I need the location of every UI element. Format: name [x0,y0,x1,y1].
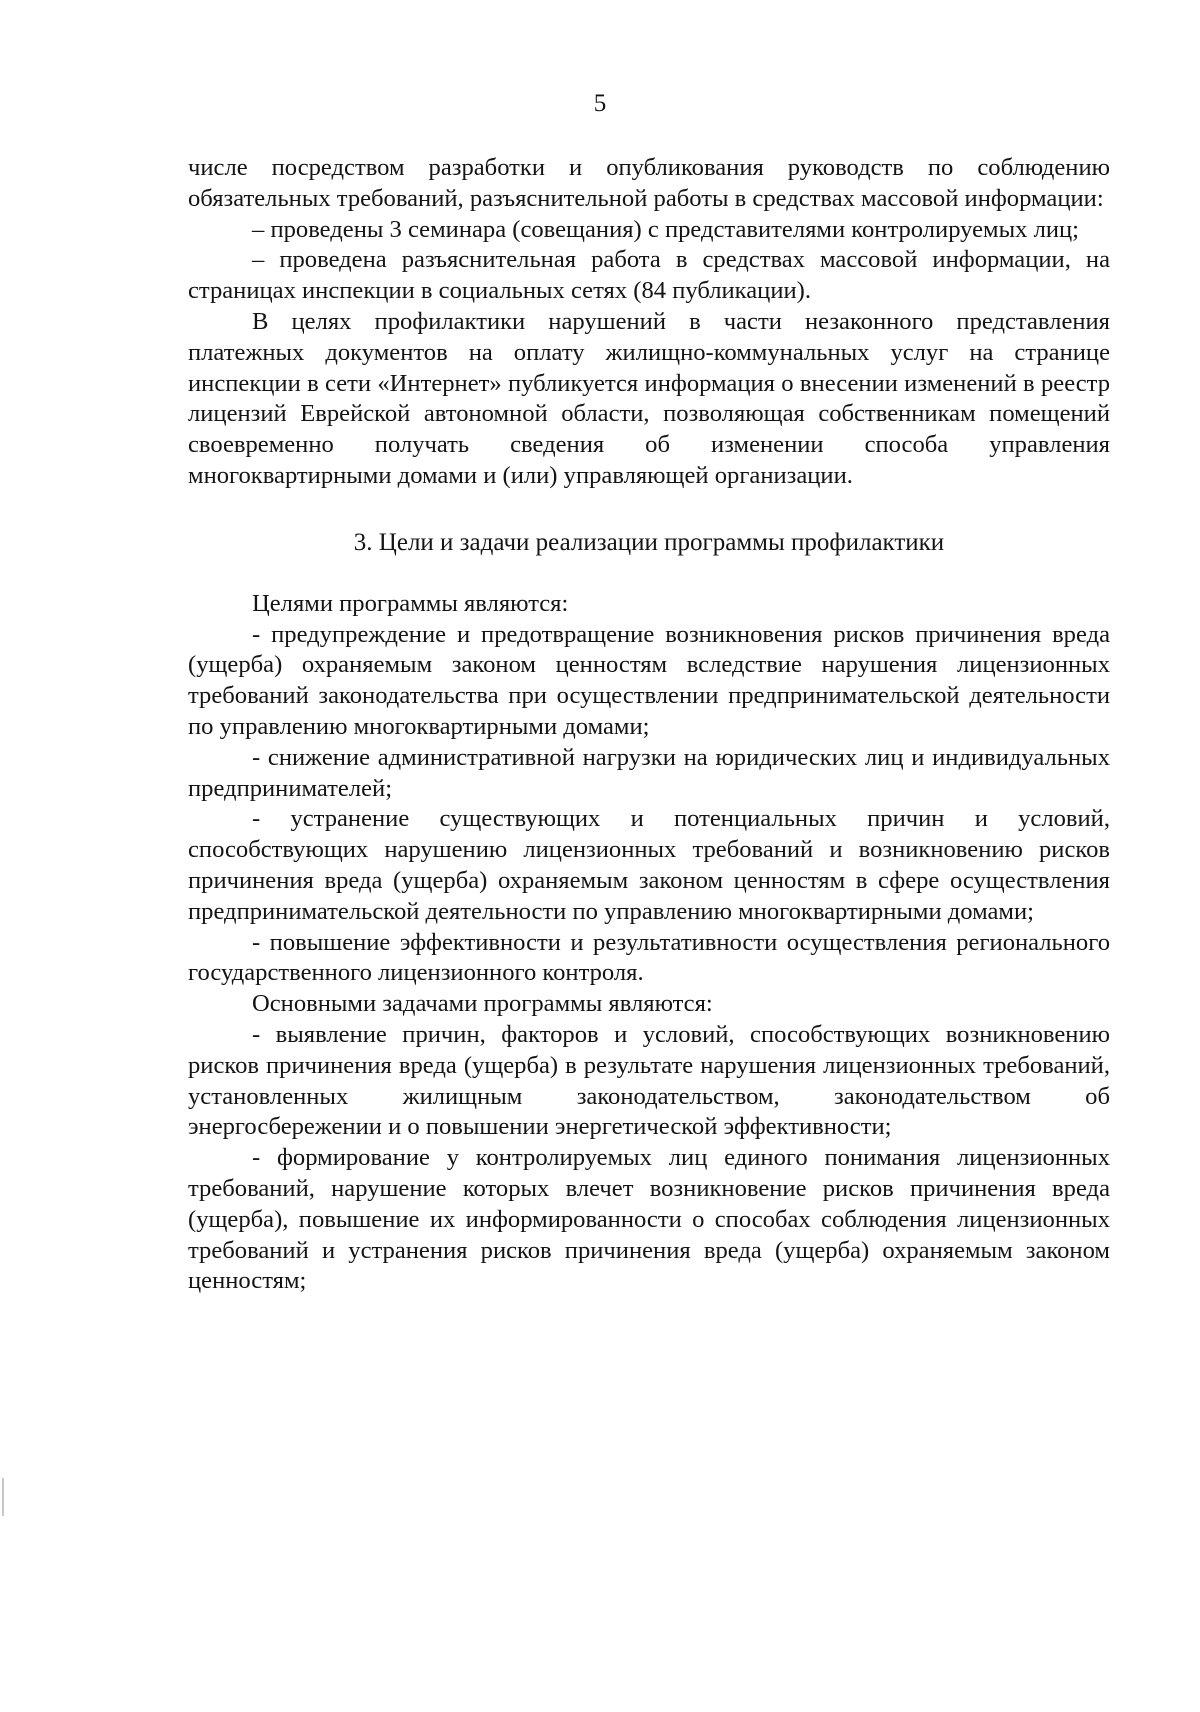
scan-margin-mark [2,1478,4,1516]
paragraph-prevention: В целях профилактики нарушений в части незаконного представления платежных документов на оплату жилищно-коммунальных услуг на странице инспекции в сети «Интернет» публикуется информация о внесении изменений в реестр лицензий Еврейской автономной области, позволяющая собственникам помещений своевременно получать сведения об изменении способа управления многоквартирными домами и (или) управляющей организации. [188,307,1110,489]
task-item: - формирование у контролируемых лиц единого понимания лицензионных требований, нарушение которых влечет возникновение рисков причинения вреда (ущерба), повышение их информированности о способах соблюдения лицензионных требований и устранения рисков причинения вреда (ущерба) охраняемым законом ценностям; [188,1144,1110,1295]
section-heading: 3. Цели и задачи реализации программы профилактики [353,528,945,556]
page-number: 5 [593,90,607,117]
document-body [188,153,1110,1297]
task-item: - выявление причин, факторов и условий, способствующих возникновению рисков причинения вреда (ущерба) в результате нарушения лицензионных требований, установленных жилищным законодательством, законодательством об энергосбережении и о повышении энергетической эффективности; [188,1020,1110,1141]
list-item-media-work: – проведена разъяснительная работа в средствах массовой информации, на страницах инспекции в социальных сетях (84 публикации). [188,246,1110,305]
list-item-seminars: – проведены 3 семинара (совещания) с представителями контролируемых лиц; [252,215,1080,243]
tasks-intro: Основными задачами программы являются: [252,990,713,1018]
goal-item: - предупреждение и предотвращение возникновения рисков причинения вреда (ущерба) охраняемым законом ценностям вследствие нарушения лицензионных требований законодательства при осуществлении предпринимательской деятельности по управлению многоквартирными домами; [188,620,1110,740]
goals-intro: Целями программы являются: [252,589,569,617]
goal-item: - повышение эффективности и результативности осуществления регионального государственного лицензионного контроля. [188,928,1110,987]
goal-item: - снижение административной нагрузки на юридических лиц и индивидуальных предпринимателей; [188,743,1110,802]
paragraph-continuation: числе посредством разработки и опубликования руководств по соблюдению обязательных требований, разъяснительной работы в средствах массовой информации: [188,154,1110,212]
goal-item: - устранение существующих и потенциальных причин и условий, способствующих нарушению лицензионных требований и возникновению рисков причинения вреда (ущерба) охраняемым законом ценностям в сфере осуществления предпринимательской деятельности по управлению многоквартирными домами; [188,805,1110,925]
